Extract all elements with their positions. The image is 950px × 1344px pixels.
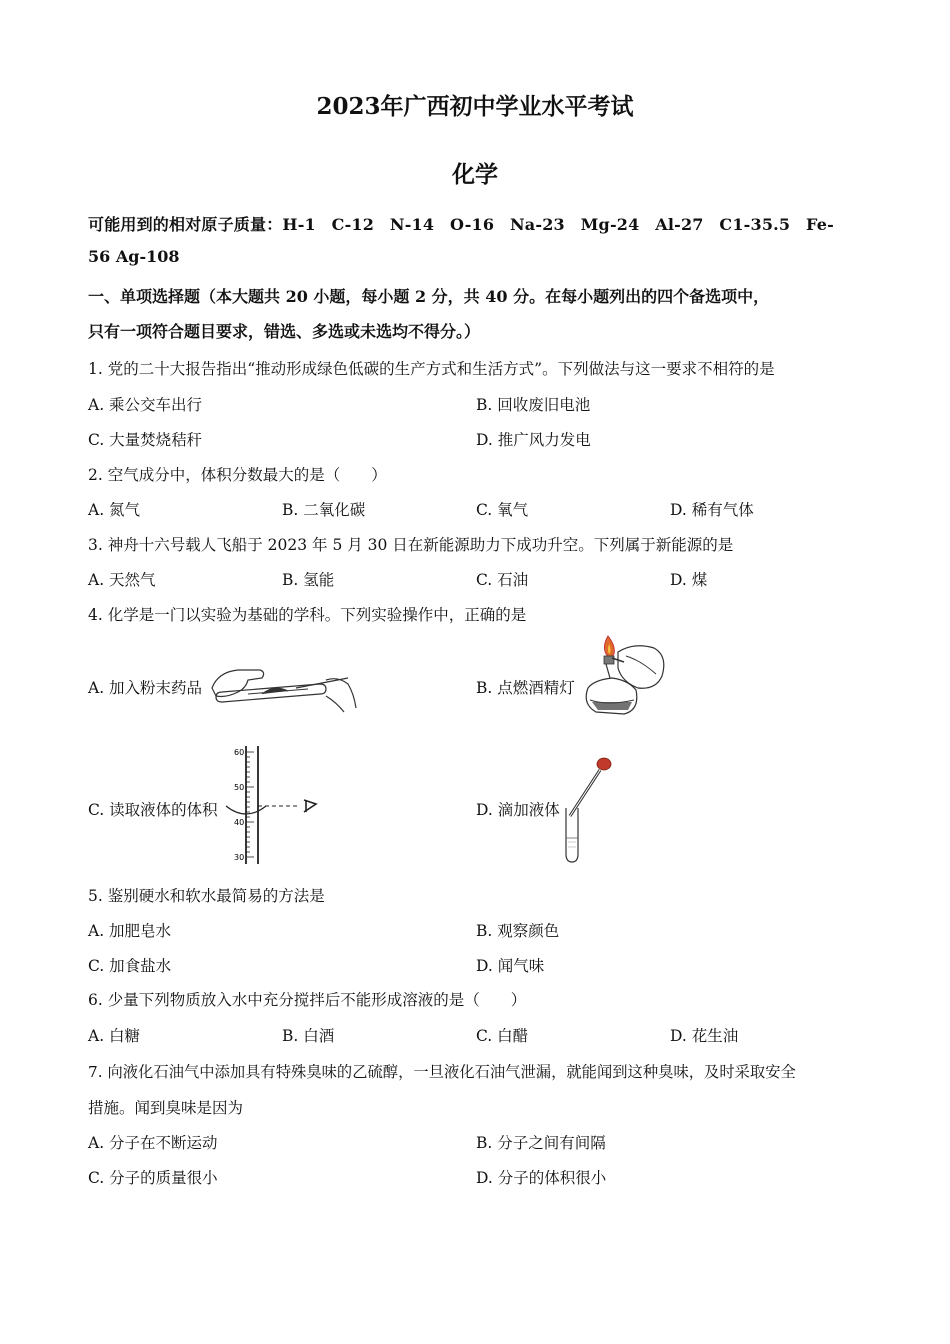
question-4-option-d: D. 滴加液体 — [476, 801, 560, 819]
alcohol-lamp-figure — [578, 634, 670, 720]
graduated-cylinder-figure — [220, 742, 330, 868]
question-3-option-d: D. 煤 — [670, 571, 708, 589]
tick-label-30: 30 — [234, 853, 245, 862]
tick-label-60: 60 — [234, 748, 245, 757]
question-5-option-c: C. 加食盐水 — [88, 957, 172, 975]
question-4-option-c: C. 读取液体的体积 — [88, 801, 218, 819]
question-3-option-c: C. 石油 — [476, 571, 529, 589]
atomic-masses-line2: 56 Ag-108 — [88, 247, 180, 266]
question-1-option-c: C. 大量焚烧秸秆 — [88, 431, 203, 449]
question-5-option-a: A. 加肥皂水 — [88, 922, 172, 940]
eye-icon — [304, 800, 316, 812]
atomic-masses-line1: 可能用到的相对原子质量：H-1 C-12 N-14 O-16 Na-23 Mg-24 Al-27 C1-35.5 Fe- — [88, 215, 834, 234]
question-2-option-c: C. 氧气 — [476, 501, 529, 519]
question-2-option-b: B. 二氧化碳 — [282, 501, 366, 519]
question-7-option-c: C. 分子的质量很小 — [88, 1169, 218, 1187]
section-header-line1: 一、单项选择题（本大题共 20 小题，每小题 2 分，共 40 分。在每小题列出的四个备选项中， — [88, 287, 770, 306]
question-1-option-a: A. 乘公交车出行 — [88, 396, 203, 414]
question-1-option-d: D. 推广风力发电 — [476, 431, 591, 449]
question-4-option-b: B. 点燃酒精灯 — [476, 679, 575, 697]
question-6-option-d: D. 花生油 — [670, 1027, 739, 1045]
question-5-stem: 5. 鉴别硬水和软水最简易的方法是 — [88, 887, 325, 905]
question-4-option-a: A. 加入粉末药品 — [88, 679, 203, 697]
question-7-option-d: D. 分子的体积很小 — [476, 1169, 607, 1187]
powder-adding-figure — [208, 658, 358, 718]
dropper-figure — [558, 752, 618, 864]
question-2-option-a: A. 氮气 — [88, 501, 141, 519]
question-4-stem: 4. 化学是一门以实验为基础的学科。下列实验操作中，正确的是 — [88, 606, 527, 624]
question-7-option-a: A. 分子在不断运动 — [88, 1134, 218, 1152]
question-7-stem-line2: 措施。闻到臭味是因为 — [88, 1099, 244, 1117]
section-header-line2: 只有一项符合题目要求，错选、多选或未选均不得分。） — [88, 322, 481, 341]
question-1-stem: 1. 党的二十大报告指出“推动形成绿色低碳的生产方式和生活方式”。下列做法与这一要求不相符的是 — [88, 360, 775, 378]
tick-label-50: 50 — [234, 783, 245, 792]
subject-title: 化学 — [452, 161, 498, 188]
question-2-stem: 2. 空气成分中，体积分数最大的是（ ） — [88, 466, 387, 484]
question-6-stem: 6. 少量下列物质放入水中充分搅拌后不能形成溶液的是（ ） — [88, 991, 527, 1009]
question-6-option-b: B. 白酒 — [282, 1027, 335, 1045]
question-3-option-a: A. 天然气 — [88, 571, 156, 589]
exam-title: 2023年广西初中学业水平考试 — [316, 93, 634, 120]
question-7-stem-line1: 7. 向液化石油气中添加具有特殊臭味的乙硫醇，一旦液化石油气泄漏，就能闻到这种臭味，及时采取安全 — [88, 1063, 796, 1081]
question-6-option-c: C. 白醋 — [476, 1027, 529, 1045]
tick-label-40: 40 — [234, 818, 245, 827]
question-2-option-d: D. 稀有气体 — [670, 501, 754, 519]
question-7-option-b: B. 分子之间有间隔 — [476, 1134, 606, 1152]
question-6-option-a: A. 白糖 — [88, 1027, 141, 1045]
question-3-option-b: B. 氢能 — [282, 571, 335, 589]
question-3-stem: 3. 神舟十六号载人飞船于 2023 年 5 月 30 日在新能源助力下成功升空。下列属于新能源的是 — [88, 536, 734, 554]
question-5-option-b: B. 观察颜色 — [476, 922, 560, 940]
question-5-option-d: D. 闻气味 — [476, 957, 545, 975]
question-1-option-b: B. 回收废旧电池 — [476, 396, 591, 414]
